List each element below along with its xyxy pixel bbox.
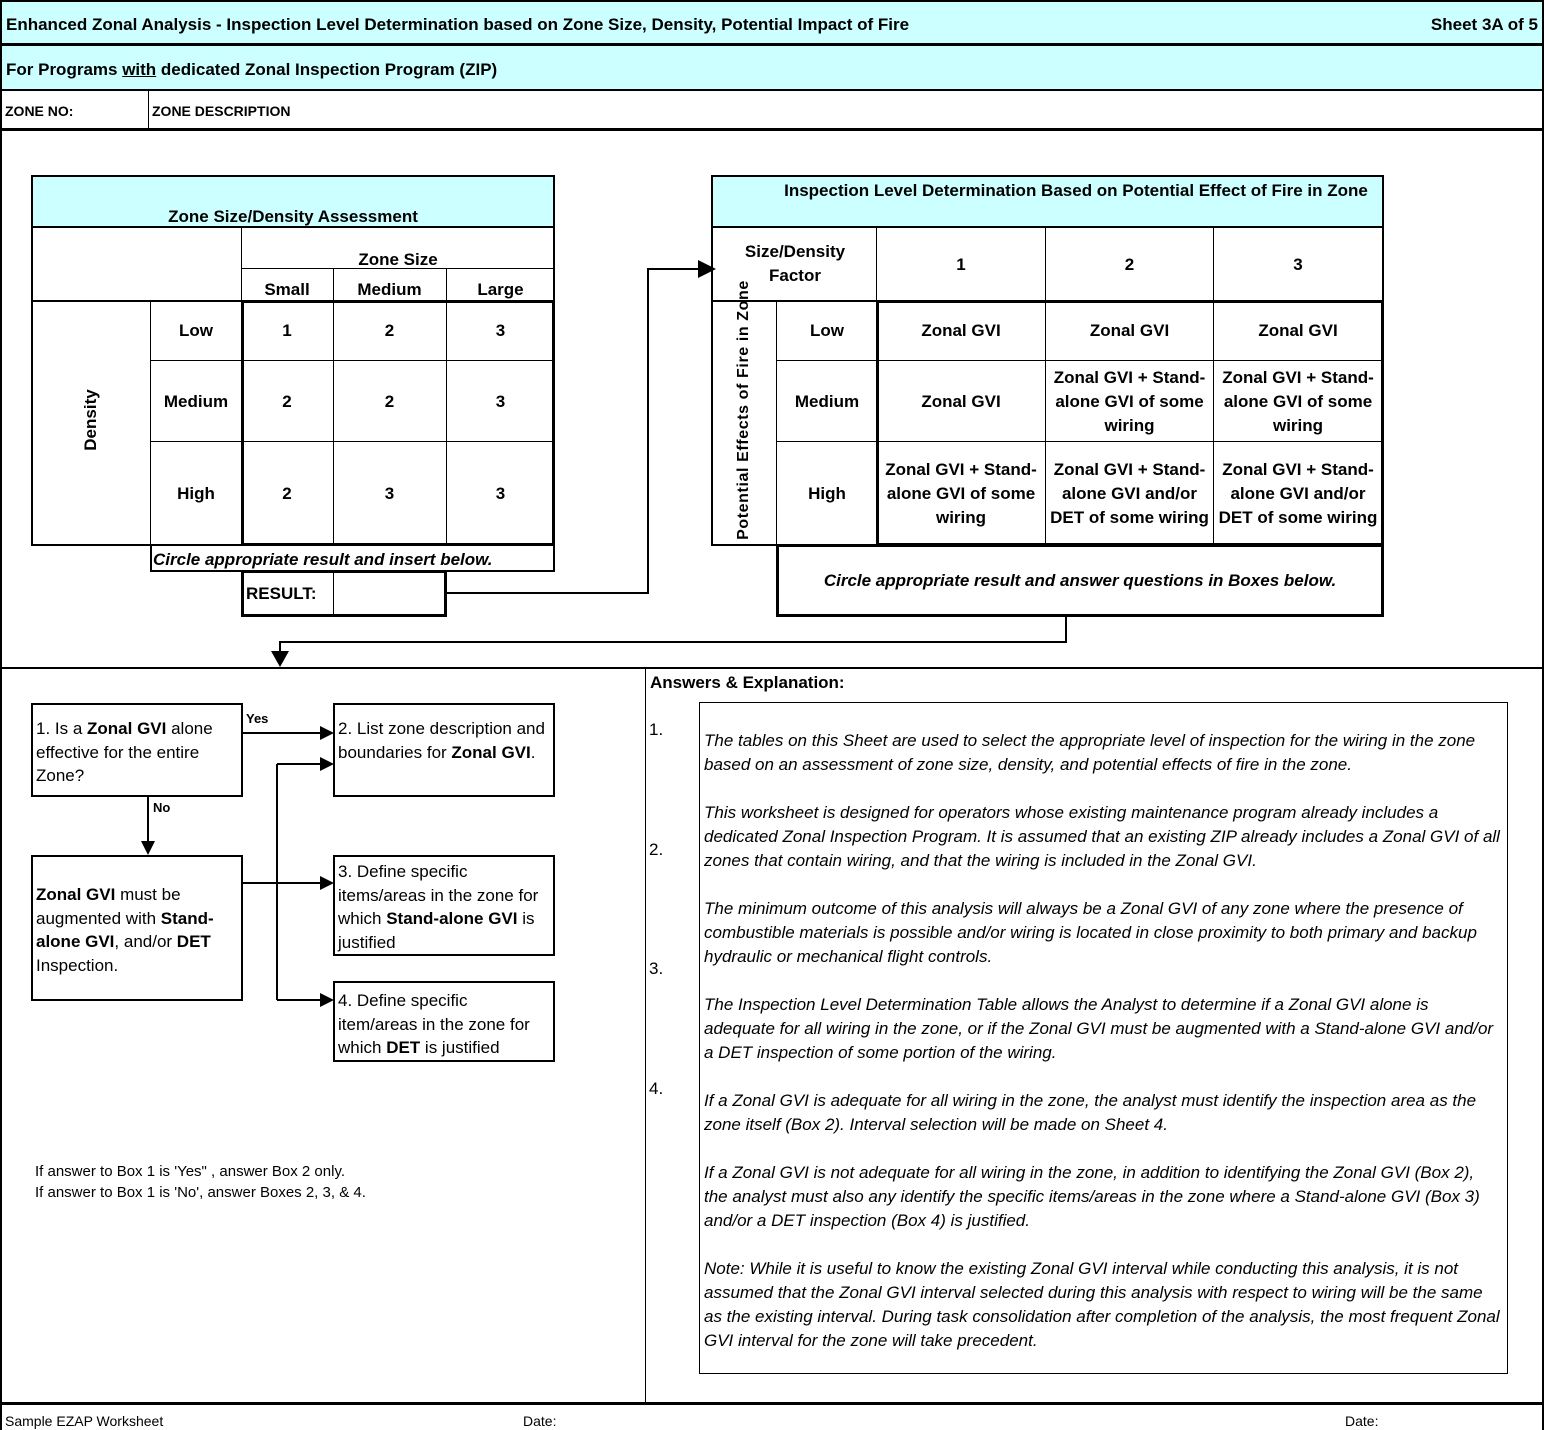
fire-row-low: Low <box>810 320 844 340</box>
fire-cell-low-1[interactable]: Zonal GVI <box>921 320 1001 340</box>
aug-bold-1: Zonal GVI <box>36 885 116 904</box>
footer-date-1: Date: <box>523 1413 557 1429</box>
size-cell-medium-small[interactable]: 2 <box>282 391 292 411</box>
answer-number-4: 4. <box>649 1079 664 1098</box>
fire-table-title: Inspection Level Determination Based on Potential Effect of Fire in Zone <box>784 181 1368 200</box>
fire-col-3: 3 <box>1293 254 1303 274</box>
col-medium: Medium <box>357 280 422 299</box>
size-cell-high-large[interactable]: 3 <box>495 484 506 503</box>
fire-cell-low-3[interactable]: Zonal GVI <box>1258 320 1338 340</box>
size-cell-low-large[interactable]: 3 <box>495 320 506 340</box>
fire-cell-high-2[interactable]: Zonal GVI + Stand-alone GVI and/or DET of some wiring <box>1050 460 1209 527</box>
size-cell-high-medium[interactable]: 3 <box>384 484 395 503</box>
size-table-title: Zone Size/Density Assessment <box>168 207 418 226</box>
box4-pre: 4. Define specific item/areas in the zone for which <box>338 991 530 1057</box>
box3-bold: Stand-alone GVI <box>386 909 518 928</box>
answer-number-3: 3. <box>649 959 664 978</box>
answer-paragraph-5: If a Zonal GVI is adequate for all wiring in the zone, the analyst must identify the inspection area as the zone itself (Box 2). Interval selection will be made on Sheet 4. <box>704 1091 1477 1134</box>
answer-paragraph-3: The minimum outcome of this analysis will always be a Zonal GVI of any zone where the presence of combustible materials is possible and/or wiring is located in close proximity to both primary and backup hydraulic or mechanical flight controls. <box>704 899 1477 966</box>
box2-bold: Zonal GVI <box>451 742 531 762</box>
fire-cell-low-2[interactable]: Zonal GVI <box>1089 320 1170 340</box>
fire-cell-medium-2[interactable]: Zonal GVI + Stand-alone GVI of some wiring <box>1053 367 1206 435</box>
zone-description-label: ZONE DESCRIPTION <box>152 103 291 119</box>
fire-row-high: High <box>808 484 846 503</box>
row-medium: Medium <box>163 391 229 411</box>
subtitle-post: dedicated Zonal Inspection Program (ZIP) <box>156 60 498 79</box>
row-high: High <box>177 484 215 503</box>
aug-bold-2: Stand-alone GVI <box>36 908 214 951</box>
fire-cell-medium-1[interactable]: Zonal GVI <box>921 391 1001 411</box>
box4-post: is justified <box>420 1038 500 1057</box>
fire-cell-medium-3[interactable]: Zonal GVI + Stand-alone GVI of some wiring <box>1222 367 1374 435</box>
aug-text-3: Inspection. <box>36 955 119 975</box>
density-label: Density <box>81 389 100 451</box>
answer-number-2: 2. <box>649 840 664 859</box>
zone-size-label: Zone Size <box>358 250 438 269</box>
fire-cell-high-3[interactable]: Zonal GVI + Stand-alone GVI and/or DET of some wiring <box>1218 460 1378 527</box>
box2-pre: 2. List zone description and boundaries for <box>338 719 545 762</box>
fire-circle-note: Circle appropriate result and answer questions in Boxes below. <box>823 570 1337 590</box>
sheet-number: Sheet 3A of 5 <box>1430 15 1538 34</box>
box3-post: is justified <box>338 909 535 952</box>
size-cell-medium-medium[interactable]: 2 <box>384 391 395 411</box>
page-title: Enhanced Zonal Analysis - Inspection Level Determination based on Zone Size, Density, Potential Impact of Fire <box>6 15 910 34</box>
size-cell-high-small[interactable]: 2 <box>282 484 292 503</box>
zone-no-label: ZONE NO: <box>5 103 74 119</box>
size-cell-low-medium[interactable]: 2 <box>384 320 395 340</box>
box1-post: alone effective for the entire Zone? <box>36 719 213 785</box>
answer-paragraph-2: This worksheet is designed for operators whose existing maintenance program already includes a dedicated Zonal Inspection Program. It is assumed that an existing ZIP already includes a Zonal GVI of all zones that contain wiring, and that the wiring is included in the Zonal GVI. <box>704 803 1500 870</box>
box1-pre: 1. Is a <box>36 719 88 738</box>
fire-col-2: 2 <box>1124 254 1135 274</box>
footer-left: Sample EZAP Worksheet <box>5 1413 164 1429</box>
aug-text-1: must be augmented with <box>36 885 181 928</box>
fire-col-1: 1 <box>956 254 966 274</box>
aug-bold-3: DET <box>176 932 211 951</box>
row-low: Low <box>179 320 213 340</box>
size-density-factor-label: Size/Density Factor <box>744 242 846 285</box>
flow-box-augment[interactable] <box>31 855 243 1001</box>
subtitle-with: with <box>122 60 157 79</box>
section-divider <box>0 667 1544 669</box>
box2-post: . <box>530 742 536 762</box>
answer-paragraph-1: The tables on this Sheet are used to select the appropriate level of inspection for the wiring in the zone based on an assessment of zone size, density, and potential effects of fire in the zone. <box>704 731 1476 774</box>
subtitle-pre: For Programs <box>6 60 123 79</box>
answer-paragraph-7: Note: While it is useful to know the existing Zonal GVI interval while conducting this analysis, it is not assumed that the Zonal GVI interval selected during this analysis with respect to wiring will be the same as the existing interval. During task consolidation after completion of the analysis, the most frequent Zonal GVI interval for the zone will take precedent. <box>704 1259 1500 1350</box>
flow-note-1: If answer to Box 1 is 'Yes" , answer Box 2 only. <box>35 1163 346 1180</box>
size-cell-medium-large[interactable]: 3 <box>495 391 506 411</box>
box1-bold: Zonal GVI <box>87 719 167 738</box>
fire-cell-high-1[interactable]: Zonal GVI + Stand-alone GVI of some wiring <box>885 460 1037 527</box>
flow-box-3[interactable] <box>333 855 555 956</box>
yes-label: Yes <box>246 711 269 726</box>
box3-pre: 3. Define specific items/areas in the zone for which <box>338 862 539 928</box>
flow-box-4[interactable] <box>333 981 555 1062</box>
answers-box[interactable] <box>699 702 1508 1374</box>
size-circle-note: Circle appropriate result and insert below. <box>153 550 493 569</box>
answer-number-1: 1. <box>649 720 664 739</box>
answers-title: Answers & Explanation: <box>650 673 845 692</box>
no-label: No <box>153 800 171 815</box>
flow-box-1[interactable] <box>31 703 243 797</box>
flow-box-2[interactable] <box>333 703 555 797</box>
size-cell-low-small[interactable]: 1 <box>282 320 292 340</box>
box4-bold: DET <box>386 1038 421 1057</box>
result-label: RESULT: <box>246 584 317 603</box>
col-large: Large <box>477 280 524 299</box>
aug-text-2: , and/or <box>114 932 177 951</box>
center-divider <box>645 667 646 1402</box>
flow-note-2: If answer to Box 1 is 'No', answer Boxes 2, 3, & 4. <box>35 1184 366 1201</box>
answer-paragraph-4: The Inspection Level Determination Table allows the Analyst to determine if a Zonal GVI alone is adequate for all wiring in the zone, or if the Zonal GVI must be augmented with a Stand-alone GVI and/or a DET inspection of some portion of the wiring. <box>704 995 1494 1062</box>
effects-label: Potential Effects of Fire in Zone <box>735 280 752 540</box>
fire-row-medium: Medium <box>794 391 860 411</box>
answer-paragraph-6: If a Zonal GVI is not adequate for all wiring in the zone, in addition to identifying the Zonal GVI (Box 2), the analyst must also any identify the specific items/areas in the zone where a Stand-alone GVI (Box 3) and/or a DET inspection (Box 4) is justified. <box>704 1163 1480 1230</box>
footer-date-2: Date: <box>1345 1413 1379 1429</box>
col-small: Small <box>264 280 310 299</box>
footer-divider <box>0 1402 1544 1405</box>
